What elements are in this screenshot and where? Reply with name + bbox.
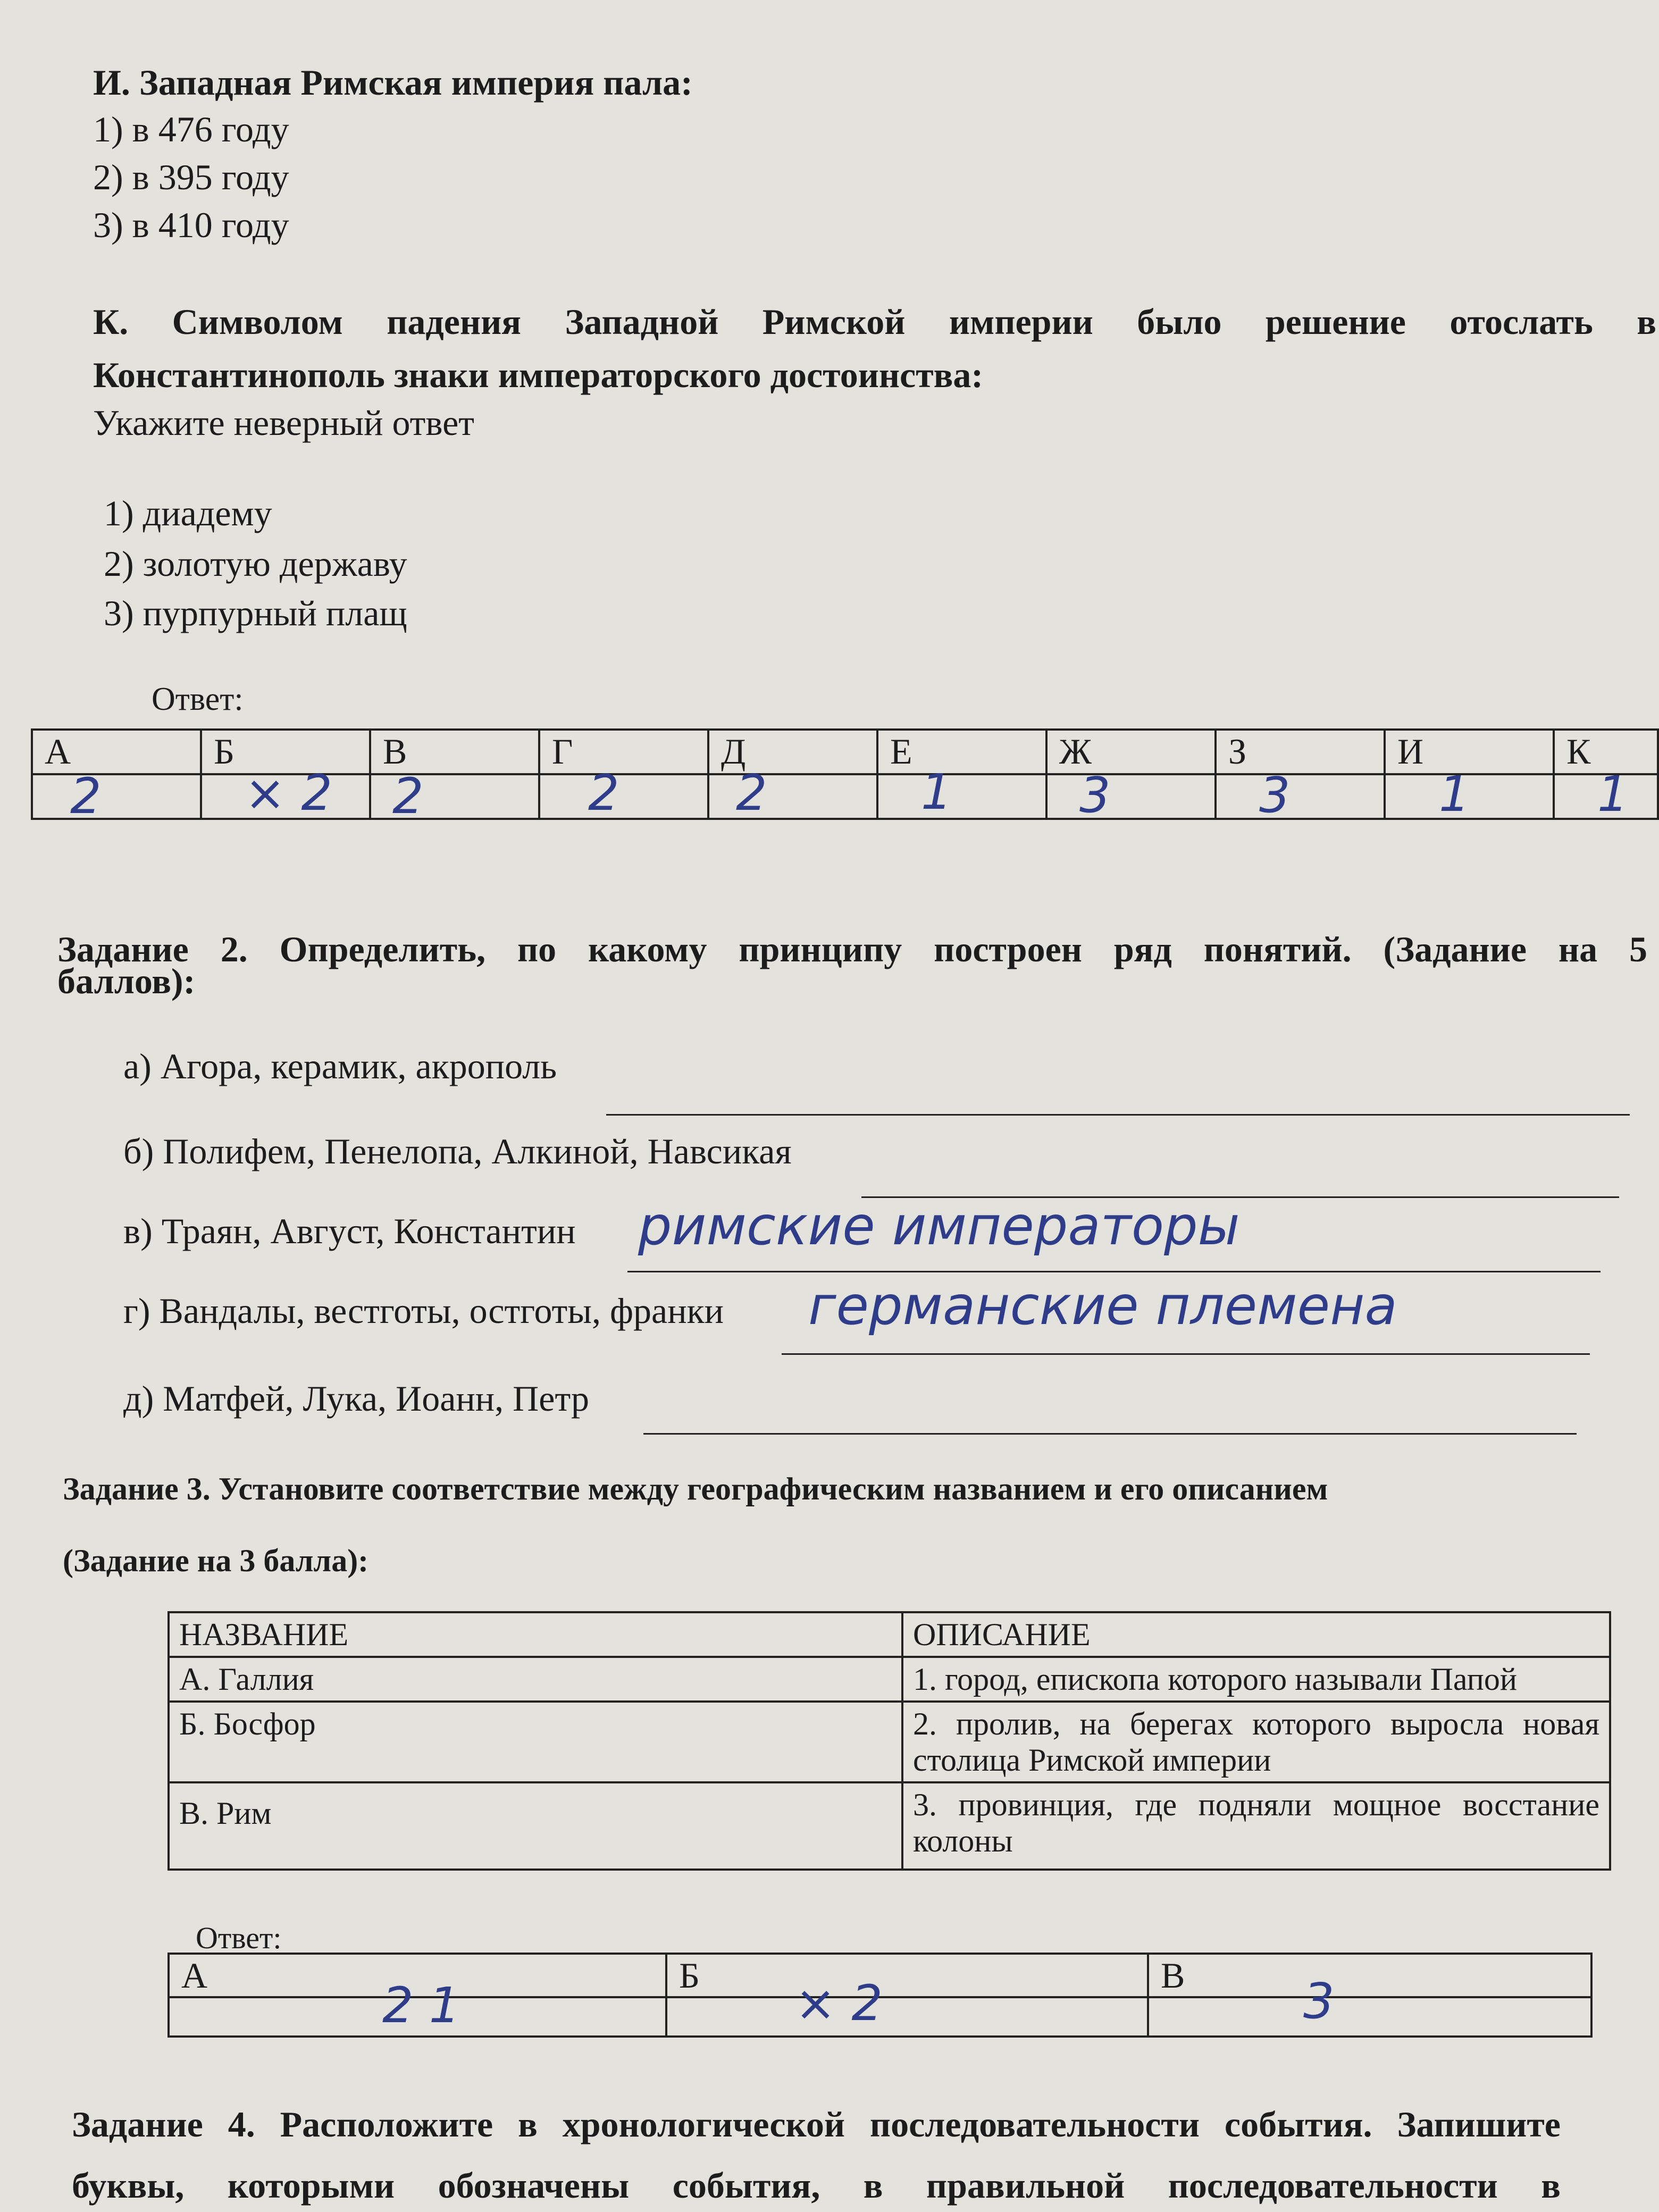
handwritten-answer-d: 2	[736, 765, 767, 822]
task3-row-3	[169, 1782, 1610, 1870]
task3-answer-cell-a[interactable]	[169, 1977, 666, 2037]
handwritten-answer-z: 3	[1259, 767, 1291, 824]
answer-letter-a: А	[32, 730, 201, 774]
question-k-title-line2: Константинополь знаки императорского достоинства:	[93, 355, 984, 395]
task2-item-g: г) Вандалы, вестготы, остготы, франки	[123, 1291, 724, 1331]
question-i-title: И. Западная Римская империя пала:	[93, 62, 693, 103]
task3-answer-letter-a: А	[169, 1954, 666, 1997]
answer-table-1-answers-row	[32, 774, 1658, 819]
answer-letter-b: Б	[201, 730, 370, 774]
answer-cell-d[interactable]	[708, 765, 877, 822]
task3-desc-2: 2. пролив, на берегах которого выросла новая столица Римской империи	[902, 1702, 1610, 1782]
task2-title-line1: Задание 2. Определить, по какому принципу построен ряд понятий. (Задание на 5	[57, 929, 1647, 969]
handwritten-answer-b: × 2	[245, 765, 332, 822]
task3-answer-cell-v[interactable]	[1148, 1973, 1591, 2037]
task2-answer-line-v[interactable]	[627, 1271, 1601, 1272]
task3-answer-table	[167, 1953, 1593, 2038]
question-k-option-1: 1) диадему	[104, 493, 272, 533]
answer-cell-b[interactable]	[201, 765, 370, 822]
handwritten-answer-k: 1	[1597, 766, 1629, 823]
answer-cell-v[interactable]	[370, 768, 539, 825]
answer-cell-g[interactable]	[539, 765, 708, 822]
task2-item-v: в) Траян, Август, Константин	[123, 1211, 576, 1251]
question-k-title-line1: К. Символом падения Западной Римской империи было решение отослать в	[93, 301, 1656, 342]
task2-answer-line-d[interactable]	[643, 1433, 1577, 1435]
answer-cell-k[interactable]	[1554, 766, 1658, 823]
handwritten-task3-answer-a: 2 1	[382, 1977, 460, 2034]
answer-table-1	[31, 728, 1659, 825]
answer-letter-g: Г	[539, 730, 708, 774]
question-i-option-1: 1) в 476 году	[93, 109, 289, 149]
task2-item-a: а) Агора, керамик, акрополь	[123, 1046, 557, 1086]
answer-cell-e[interactable]	[877, 764, 1046, 820]
handwritten-answer-i: 1	[1439, 766, 1470, 823]
handwritten-answer-v: 2	[392, 768, 424, 825]
task3-col-desc: ОПИСАНИЕ	[902, 1612, 1610, 1657]
task3-row-2	[169, 1702, 1610, 1782]
question-k-instruction: Укажите неверный ответ	[93, 403, 474, 443]
handwritten-task3-answer-b: × 2	[795, 1975, 883, 2032]
handwritten-answer-e: 1	[921, 764, 952, 820]
handwritten-answer-a: 2	[70, 768, 102, 825]
handwritten-answer-g: 2	[588, 765, 619, 822]
task3-answer-letter-b: Б	[666, 1954, 1148, 1997]
question-k-option-2: 2) золотую державу	[104, 543, 407, 584]
answer-letter-zh: Ж	[1046, 730, 1216, 774]
task3-desc-3: 3. провинция, где подняли мощное восстание колоны	[902, 1782, 1610, 1870]
task4-title-line2: буквы, которыми обозначены события, в правильной последовательности в	[72, 2165, 1561, 2206]
task3-row-1	[169, 1657, 1610, 1702]
task3-name-v: В. Рим	[169, 1782, 902, 1870]
task3-desc-1: 1. город, епископа которого называли Папой	[902, 1657, 1610, 1702]
answer-label-1: Ответ:	[152, 681, 244, 717]
task3-header-row	[169, 1612, 1610, 1657]
answer-cell-a[interactable]	[32, 768, 201, 825]
answer-letter-d: Д	[708, 730, 877, 774]
task3-answer-cell-b[interactable]	[666, 1975, 1148, 2037]
handwritten-task3-answer-v: 3	[1303, 1973, 1335, 2030]
answer-letter-e: Е	[877, 730, 1046, 774]
task3-answer-values-row	[169, 1997, 1591, 2037]
task2-answer-line-a[interactable]	[606, 1114, 1630, 1116]
answer-letter-k: К	[1554, 730, 1658, 774]
question-i-option-2: 2) в 395 году	[93, 157, 289, 197]
task3-answer-label: Ответ:	[196, 1921, 282, 1955]
task2-item-b: б) Полифем, Пенелопа, Алкиной, Навсикая	[123, 1131, 792, 1171]
task3-name-b: Б. Босфор	[169, 1702, 902, 1782]
task3-subtitle: (Задание на 3 балла):	[63, 1543, 369, 1578]
question-k-option-3: 3) пурпурный плащ	[104, 593, 407, 633]
task3-col-name: НАЗВАНИЕ	[169, 1612, 902, 1657]
task4-title-line1: Задание 4. Расположите в хронологической последовательности события. Запишите	[72, 2104, 1561, 2144]
answer-cell-z[interactable]	[1216, 767, 1385, 824]
task3-answer-letter-v: В	[1148, 1954, 1591, 1997]
task3-title: Задание 3. Установите соответствие между географическим названием и его описанием	[63, 1471, 1328, 1506]
task2-item-d: д) Матфей, Лука, Иоанн, Петр	[123, 1378, 589, 1419]
question-i-option-3: 3) в 410 году	[93, 205, 289, 245]
handwritten-answer-zh: 3	[1079, 767, 1111, 824]
task3-match-table	[167, 1611, 1611, 1871]
answer-letter-z: З	[1216, 730, 1385, 774]
task3-name-a: А. Галлия	[169, 1657, 902, 1702]
task2-title-line2: баллов):	[57, 961, 196, 1001]
answer-cell-i[interactable]	[1385, 766, 1554, 823]
answer-letter-i: И	[1385, 730, 1554, 774]
answer-cell-zh[interactable]	[1046, 767, 1216, 824]
answer-letter-v: В	[370, 730, 539, 774]
handwritten-answer-task2-g: германские племена	[808, 1275, 1397, 1337]
handwritten-answer-task2-v: римские императоры	[638, 1195, 1240, 1257]
task2-answer-line-g[interactable]	[782, 1353, 1590, 1355]
